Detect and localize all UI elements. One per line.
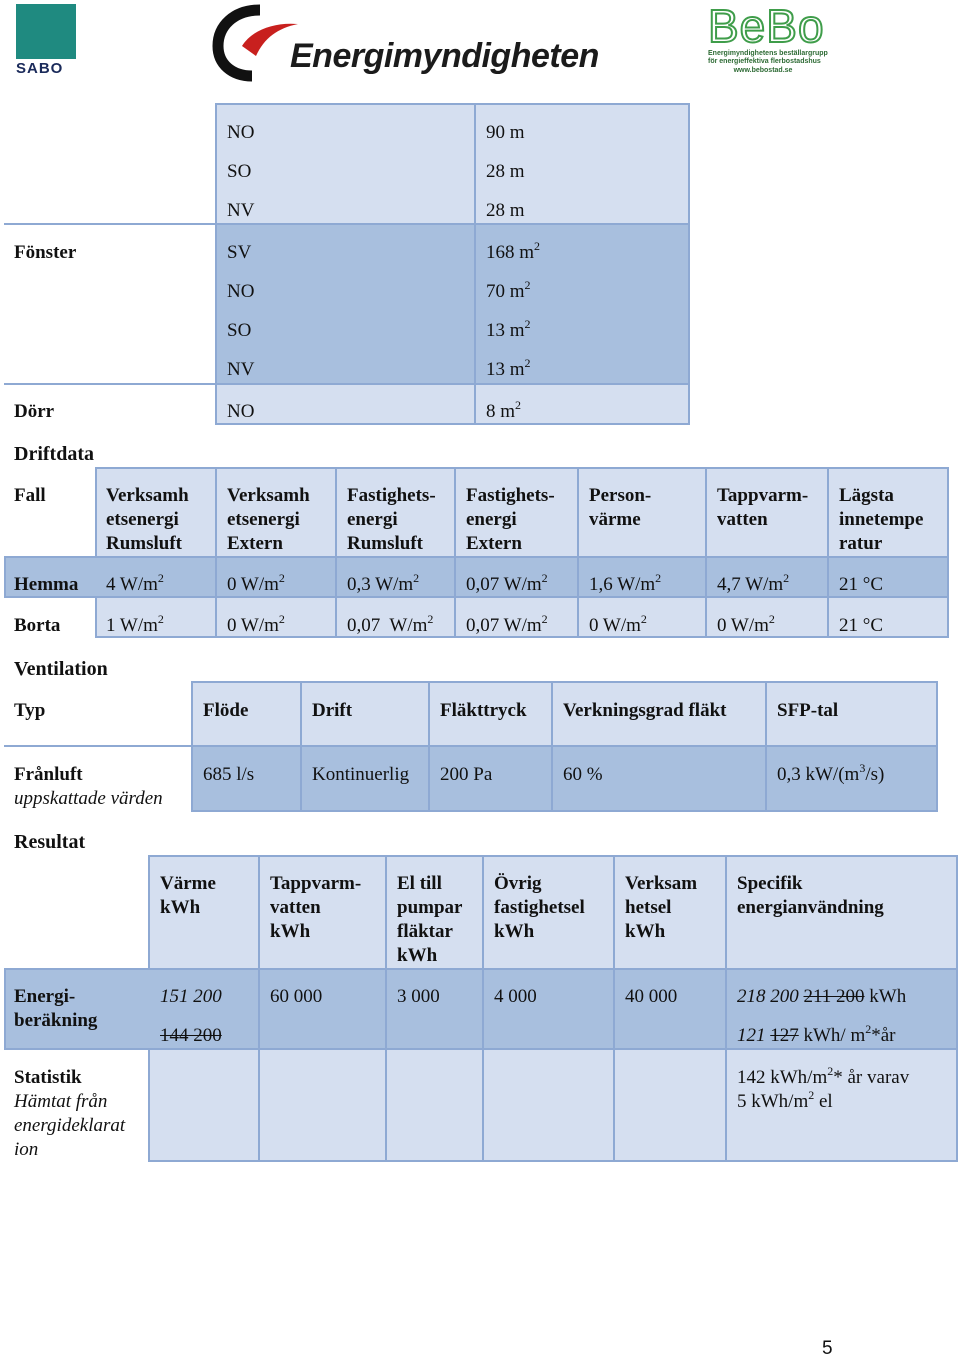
driftdata-col-div-1 <box>215 467 217 638</box>
ventilation-header-flode: Flöde <box>203 700 249 721</box>
driftdata-header-1: Verksamh etsenergi Rumsluft <box>106 485 189 554</box>
top-dir-3: NV <box>227 200 255 221</box>
bebo-logo <box>708 2 833 82</box>
energimyndigheten-logo <box>212 2 599 82</box>
top-dir-1: NO <box>227 122 255 143</box>
fonster-val-nv: 13 $m^2$ <box>486 356 531 380</box>
driftdata-col-div-2 <box>335 467 337 638</box>
hemma-value-3: 0,3 $W/m^2$ <box>347 571 420 595</box>
resultat-heading: Resultat <box>14 831 86 853</box>
driftdata-header-4: Fastighets- energi Extern <box>466 485 555 554</box>
franluft-sublabel: uppskattade värden <box>14 788 163 809</box>
ventilation-value-verkningsgrad: 60 % <box>563 764 603 785</box>
ventilation-col-div-2 <box>428 681 430 812</box>
top-val-1: 90 m <box>486 122 525 143</box>
ventilation-value-flakttryck: 200 Pa <box>440 764 493 785</box>
energi-tappvarm: 60 000 <box>270 986 323 1007</box>
driftdata-header-6: Tappvarm- vatten <box>717 485 809 530</box>
energi-varme: 151 200 <box>160 986 222 1007</box>
borta-value-4: 0,07 $W/m^2$ <box>466 612 548 636</box>
statistik-sublabel: Hämtat från energideklarat ion <box>14 1091 126 1160</box>
fonster-table <box>215 223 690 385</box>
energimyndigheten-wordmark: Energimyndigheten <box>290 37 599 75</box>
energi-verksam: 40 000 <box>625 986 678 1007</box>
resultat-header-tappvarm: Tappvarm- vatten kWh <box>270 873 362 942</box>
resultat-header-ovrig: Övrig fastighetsel kWh <box>494 873 585 942</box>
resultat-col-div-4 <box>613 855 615 1162</box>
fonster-dir-nv: NV <box>227 359 255 380</box>
fonster-dir-so: SO <box>227 320 252 341</box>
hemma-value-5: 1,6 $W/m^2$ <box>589 571 662 595</box>
ventilation-col-div-1 <box>300 681 302 812</box>
bebo-wordmark: BeBo <box>708 0 825 52</box>
fonster-row-line <box>4 223 216 225</box>
hemma-value-6: 4,7 $W/m^2$ <box>717 571 790 595</box>
ventilation-header-verkningsgrad: Verkningsgrad fläkt <box>563 700 727 721</box>
energiberakning-label: Energi- beräkning <box>14 986 98 1031</box>
ventilation-value-sfp: 0,3 $kW/(m^3/s)$ <box>777 761 885 785</box>
statistik-value-1: 142 kWh/$m^2*$ år varav <box>737 1064 910 1088</box>
energi-el: 3 000 <box>397 986 440 1007</box>
ventilation-header-drift: Drift <box>312 700 353 721</box>
fonster-label: Fönster <box>14 242 77 263</box>
resultat-col-div-3 <box>482 855 484 1162</box>
top-dir-2: SO <box>227 161 252 182</box>
franluft-label: Frånluft <box>14 764 83 785</box>
bebo-tagline-2: för energieffektiva flerbostadshus <box>708 58 821 65</box>
driftdata-heading: Driftdata <box>14 443 94 465</box>
dorr-table <box>215 383 690 425</box>
borta-value-2: 0 $W/m^2$ <box>227 612 285 636</box>
ventilation-col-div-3 <box>551 681 553 812</box>
energi-ovrig: 4 000 <box>494 986 537 1007</box>
typ-label: Typ <box>14 700 46 721</box>
hemma-value-1: 4 $W/m^2$ <box>106 571 164 595</box>
ventilation-typ-line <box>4 745 192 747</box>
statistik-label: Statistik <box>14 1067 82 1088</box>
driftdata-col-div-3 <box>454 467 456 638</box>
borta-value-6: 0 $W/m^2$ <box>717 612 775 636</box>
sabo-logo <box>16 4 78 79</box>
resultat-header-varme: Värme kWh <box>160 873 216 918</box>
driftdata-col-div-5 <box>705 467 707 638</box>
sabo-logo-text: SABO <box>16 60 64 77</box>
hemma-value-2: 0 $W/m^2$ <box>227 571 285 595</box>
energi-specifik-per-area: 121 127 kWh/ $m^2*år$ <box>737 1022 896 1046</box>
hemma-value-4: 0,07 $W/m^2$ <box>466 571 548 595</box>
resultat-top-line <box>4 968 150 970</box>
resultat-col-div-2 <box>385 855 387 1162</box>
driftdata-col-div-4 <box>577 467 579 638</box>
resultat-header-verksam: Verksam hetsel kWh <box>625 873 698 942</box>
driftdata-fall-line <box>4 556 96 558</box>
energimyndigheten-swoosh-icon <box>212 2 302 82</box>
top-val-3: 28 m <box>486 200 525 221</box>
energi-varme-old: 144 200 <box>160 1025 222 1046</box>
borta-value-1: 1 $W/m^2$ <box>106 612 164 636</box>
fonster-val-no: 70 $m^2$ <box>486 278 531 302</box>
driftdata-col-div-6 <box>827 467 829 638</box>
resultat-col-div-1 <box>258 855 260 1162</box>
borta-value-3: 0,07 $W/m^2$ <box>347 612 434 636</box>
resultat-col-div-5 <box>725 855 727 1162</box>
driftdata-header-2: Verksamh etsenergi Extern <box>227 485 310 554</box>
energi-specifik-total: 218 200 211 200 kWh <box>737 986 907 1007</box>
ventilation-header-flakttryck: Fläkttryck <box>440 700 527 721</box>
fonster-val-so: 13 $m^2$ <box>486 317 531 341</box>
bebo-url: www.bebostad.se <box>733 67 793 74</box>
borta-label: Borta <box>14 615 61 636</box>
bebo-tagline-1: Energimyndighetens beställargrupp <box>708 50 828 57</box>
dorr-row-line <box>4 383 216 385</box>
resultat-header-specifik: Specifik energianvändning <box>737 873 884 918</box>
sabo-logo-square <box>16 4 76 59</box>
dorr-val: 8 $m^2$ <box>486 398 522 422</box>
ventilation-col-div-4 <box>765 681 767 812</box>
fonster-val-sv: 168 $m^2$ <box>486 239 541 263</box>
top-col-divider <box>474 103 476 425</box>
dorr-dir: NO <box>227 401 255 422</box>
borta-value-5: 0 $W/m^2$ <box>589 612 647 636</box>
fall-label: Fall <box>14 485 46 506</box>
driftdata-header-5: Person- värme <box>589 485 652 530</box>
ventilation-header-sfp: SFP-tal <box>777 700 839 721</box>
ventilation-heading: Ventilation <box>14 658 108 680</box>
fonster-dir-sv: SV <box>227 242 252 263</box>
resultat-header-el: El till pumpar fläktar kWh <box>397 873 463 966</box>
hemma-value-7: 21 °C <box>839 574 884 595</box>
driftdata-header-7: Lägsta innetempe ratur <box>839 485 924 554</box>
statistik-value-2: 5 kWh/$m^2$ el <box>737 1088 833 1112</box>
dorr-label: Dörr <box>14 401 55 422</box>
borta-value-7: 21 °C <box>839 615 884 636</box>
driftdata-header-3: Fastighets- energi Rumsluft <box>347 485 436 554</box>
hemma-label: Hemma <box>14 574 79 595</box>
fonster-dir-no: NO <box>227 281 255 302</box>
top-table <box>215 103 690 225</box>
ventilation-value-flode: 685 l/s <box>203 764 255 785</box>
ventilation-value-drift: Kontinuerlig <box>312 764 410 785</box>
top-val-2: 28 m <box>486 161 525 182</box>
page-number: 5 <box>822 1338 833 1359</box>
